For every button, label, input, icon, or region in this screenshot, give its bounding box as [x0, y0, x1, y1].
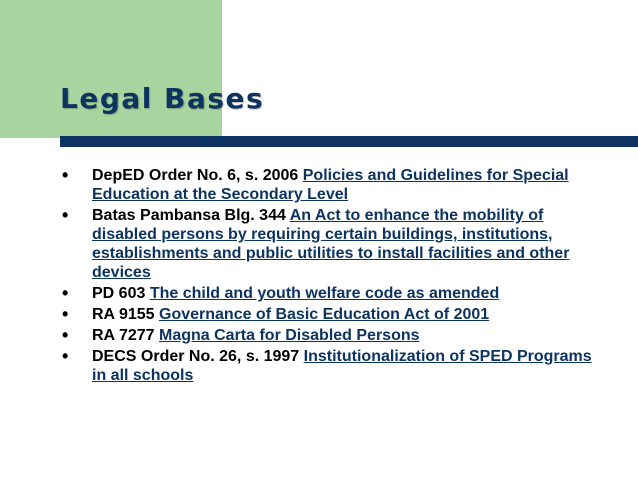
list-item-text — [92, 284, 592, 303]
item-link[interactable]: An Act to enhance the mobility of disabled persons by requiring certain buildings, institutions, establishments and public utilities to install facilities and other devices — [92, 207, 570, 281]
list-item — [62, 166, 592, 204]
item-link[interactable]: Institutionalization of SPED Programs in all schools — [92, 348, 592, 384]
list-item-text — [92, 347, 592, 385]
list-item — [62, 326, 592, 345]
slide-title: Legal Bases — [60, 82, 265, 115]
list-item — [62, 206, 592, 282]
item-prefix: DepED Order No. 6, s. 2006 — [92, 167, 303, 184]
list-item-text — [92, 166, 592, 204]
legal-bases-list — [62, 166, 592, 387]
item-prefix: RA 9155 — [92, 306, 159, 323]
item-link[interactable]: Magna Carta for Disabled Persons — [159, 327, 420, 344]
item-link[interactable]: The child and youth welfare code as amended — [149, 285, 500, 302]
item-link[interactable]: Policies and Guidelines for Special Education at the Secondary Level — [92, 167, 569, 203]
bullet-icon: • — [62, 304, 69, 324]
bullet-icon: • — [62, 165, 69, 185]
list-item-text — [92, 206, 592, 282]
bullet-icon: • — [62, 205, 69, 225]
list-item — [62, 284, 592, 303]
list-item — [62, 347, 592, 385]
accent-green-block — [0, 0, 222, 138]
bullet-icon: • — [62, 346, 69, 366]
list-item-text — [92, 326, 592, 345]
item-prefix: RA 7277 — [92, 327, 159, 344]
bullet-icon: • — [62, 283, 69, 303]
title-underline-bar — [60, 136, 638, 147]
bullet-icon: • — [62, 325, 69, 345]
item-link[interactable]: Governance of Basic Education Act of 2001 — [159, 306, 490, 323]
list-item — [62, 305, 592, 324]
item-prefix: PD 603 — [92, 285, 150, 302]
item-prefix: DECS Order No. 26, s. 1997 — [92, 348, 304, 365]
item-prefix: Batas Pambansa Blg. 344 — [92, 207, 290, 224]
list-item-text — [92, 305, 592, 324]
